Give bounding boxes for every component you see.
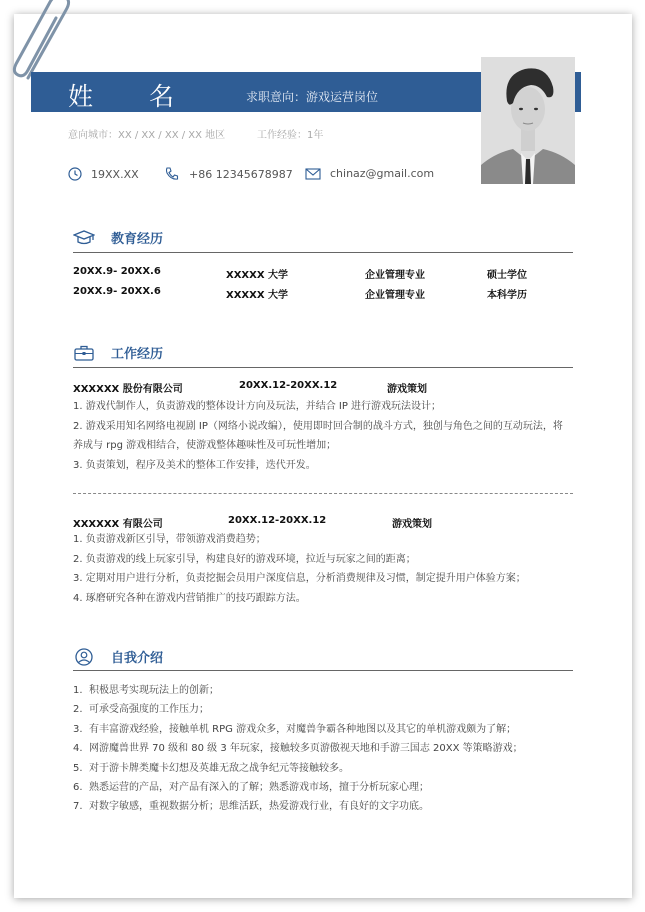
- job-header: [73, 515, 573, 529]
- mail-icon: [305, 168, 321, 180]
- list-item: 1. 积极思考实现玩法上的创新；: [73, 685, 219, 696]
- job-header: [73, 380, 573, 394]
- email-value[interactable]: chinaz@gmail.com: [330, 167, 435, 180]
- list-item: 3. 有丰富游戏经验，接触单机 RPG 游戏众多，对魔兽争霸各种地图以及其它的单机游戏颇为了解；: [73, 723, 517, 735]
- education-row: [73, 266, 573, 280]
- intended-city: 意向城市：XX / XX / XX / XX 地区: [68, 130, 226, 141]
- list-item: 7. 对数字敏感，重视数据分析；思维活跃，热爱游戏行业，有良好的文字功底。: [73, 801, 429, 813]
- job-company: XXXXXX 股份有限公司: [73, 384, 183, 395]
- education-divider: [73, 252, 573, 253]
- edu-school: XXXXX 大学: [226, 290, 289, 301]
- work-divider: [73, 367, 573, 368]
- education-title: 教育经历: [111, 232, 164, 247]
- work-heading: [73, 343, 163, 362]
- duty-line: 1. 游戏代制作人，负责游戏的整体设计方向及玩法，并结合 IP 进行游戏玩法设计；: [73, 401, 442, 412]
- profile-photo: [481, 57, 575, 184]
- edu-degree: 本科学历: [487, 290, 527, 301]
- job-period: 20XX.12-20XX.12: [228, 515, 327, 526]
- job-period: 20XX.12-20XX.12: [239, 380, 338, 391]
- job-duties: [73, 530, 578, 608]
- phone-icon: [164, 167, 180, 181]
- list-item: 4. 网游魔兽世界 70 级和 80 级 3 年玩家，接触较多页游傲视天地和手游三国志 20XX 等策略游戏；: [73, 743, 523, 755]
- phone-value: +86 12345678987: [189, 167, 293, 181]
- intro-title: 自我介绍: [111, 651, 164, 666]
- intro-list: [73, 681, 578, 817]
- job-role: 游戏策划: [392, 519, 432, 530]
- duty-line: 2. 游戏采用知名网络电视剧 IP（网络小说改编），使用即时回合制的战斗方式，独创与角色之间的互动玩法，将: [73, 420, 563, 432]
- candidate-name: 姓名: [68, 82, 231, 111]
- phone-item: [164, 167, 293, 181]
- intro-divider: [73, 670, 573, 671]
- duty-line: 3. 定期对用户进行分析，负责挖掘会员用户深度信息，分析消费规律及习惯，制定提升用户体验方案；: [73, 573, 526, 584]
- birth-value: 19XX.XX: [91, 167, 139, 181]
- edu-period: 20XX.9- 20XX.6: [73, 266, 161, 277]
- person-icon: [73, 648, 95, 666]
- birth-item: [68, 167, 139, 181]
- duty-line: 养成与 rpg 游戏相结合，使游戏整体趣味性及可玩性增加；: [73, 440, 337, 451]
- education-row: [73, 286, 573, 300]
- education-heading: [73, 228, 163, 247]
- email-item[interactable]: [305, 167, 434, 180]
- list-item: 6. 熟悉运营的产品，对产品有深入的了解；熟悉游戏市场，擅于分析玩家心理；: [73, 782, 429, 794]
- edu-major: 企业管理专业: [365, 290, 425, 301]
- list-item: 2. 可承受高强度的工作压力；: [73, 704, 209, 716]
- calendar-icon: [68, 167, 82, 181]
- duty-line: 4. 琢磨研究各种在游戏内营销推广的技巧跟踪方法。: [73, 592, 306, 604]
- work-experience: 工作经验：1年: [257, 130, 324, 141]
- job-duties: [73, 397, 578, 475]
- intro-heading: [73, 647, 163, 666]
- duty-line: 2. 负责游戏的线上玩家引导，构建良好的游戏环境，拉近与玩家之间的距离；: [73, 553, 416, 565]
- job-separator: [73, 493, 573, 494]
- edu-degree: 硕士学位: [487, 270, 527, 281]
- work-title: 工作经历: [111, 347, 164, 362]
- job-intent: 求职意向：游戏运营岗位: [246, 90, 379, 104]
- edu-major: 企业管理专业: [365, 270, 425, 281]
- duty-line: 3. 负责策划，程序及美术的整体工作安排，迭代开发。: [73, 459, 316, 471]
- graduation-cap-icon: [73, 230, 95, 246]
- job-role: 游戏策划: [387, 384, 427, 395]
- briefcase-icon: [73, 345, 95, 361]
- duty-line: 1. 负责游戏新区引导，带领游戏消费趋势；: [73, 534, 266, 545]
- job-company: XXXXXX 有限公司: [73, 519, 163, 530]
- list-item: 5. 对于游卡牌类魔卡幻想及英雄无敌之战争纪元等接触较多。: [73, 762, 349, 774]
- edu-period: 20XX.9- 20XX.6: [73, 286, 161, 297]
- edu-school: XXXXX 大学: [226, 270, 289, 281]
